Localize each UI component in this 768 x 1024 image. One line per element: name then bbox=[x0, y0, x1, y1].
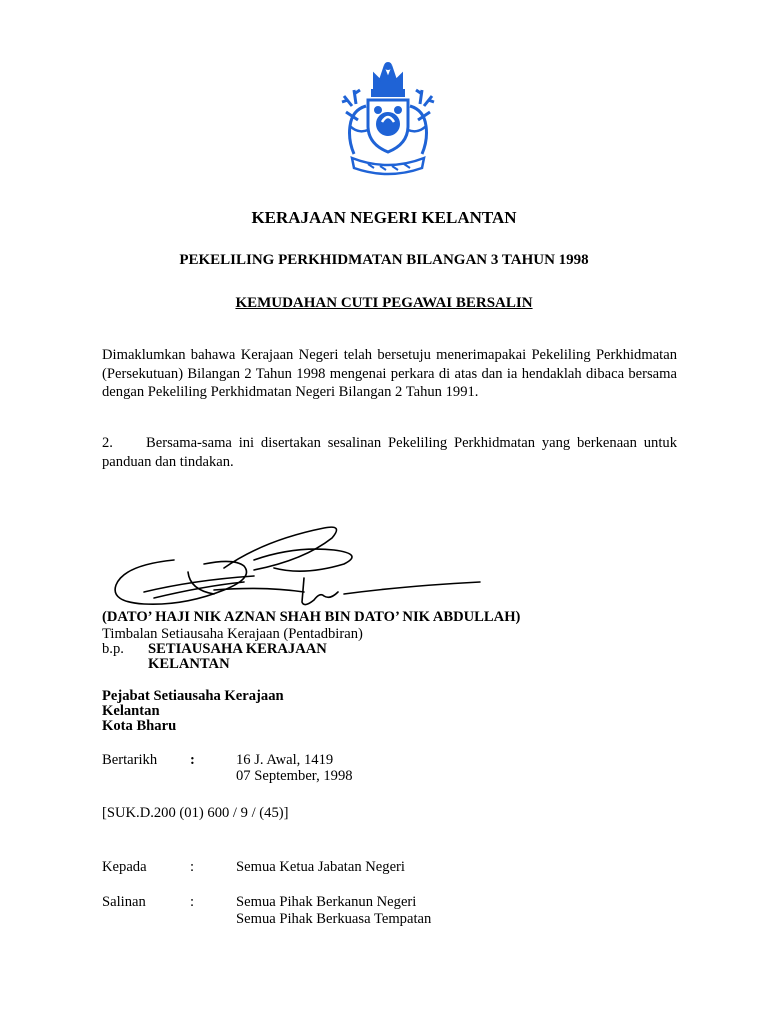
copy-value-2: Semua Pihak Berkuasa Tempatan bbox=[236, 911, 432, 927]
reference-number: [SUK.D.200 (01) 600 / 9 / (45)] bbox=[102, 805, 289, 821]
gregorian-date: 07 September, 1998 bbox=[236, 768, 353, 784]
paragraph-2-number: 2. bbox=[102, 435, 113, 451]
on-behalf-line-1: SETIAUSAHA KERAJAAN bbox=[148, 641, 327, 657]
circular-number-heading: PEKELILING PERKHIDMATAN BILANGAN 3 TAHUN 1998 bbox=[179, 252, 589, 268]
signer-name: (DATO’ HAJI NIK AZNAN SHAH BIN DATO’ NIK ABDULLAH) bbox=[102, 609, 521, 625]
hijri-date: 16 J. Awal, 1419 bbox=[236, 752, 334, 768]
to-colon: : bbox=[190, 859, 195, 875]
signer-position: Timbalan Setiausaha Kerajaan (Pentadbiran) bbox=[102, 626, 363, 642]
office-line-2: Kelantan bbox=[102, 703, 160, 719]
date-label: Bertarikh bbox=[102, 752, 158, 768]
copy-value-1: Semua Pihak Berkanun Negeri bbox=[236, 894, 417, 910]
office-line-1: Pejabat Setiausaha Kerajaan bbox=[102, 688, 284, 704]
paragraph-2-text: Bersama-sama ini disertakan sesalinan Pekeliling Perkhidmatan yang berkenaan untuk panduan dan tindakan. bbox=[102, 435, 677, 470]
date-colon: : bbox=[190, 752, 195, 768]
government-heading: KERAJAAN NEGERI KELANTAN bbox=[251, 208, 517, 227]
office-line-3: Kota Bharu bbox=[102, 718, 177, 734]
paragraph-2 bbox=[102, 434, 677, 471]
paragraph-1: Dimaklumkan bahawa Kerajaan Negeri telah bersetuju menerimapakai Pekeliling Perkhidmatan (Persekutuan) Bilangan 2 Tahun 1998 mengenai perkara di atas dan ia hendaklah dibaca bersama dengan Pekeliling Perkhidmatan Negeri Bilangan 2 Tahun 1991. bbox=[102, 347, 677, 401]
handwritten-signature-icon bbox=[104, 520, 484, 612]
copy-label: Salinan bbox=[102, 894, 146, 910]
on-behalf-line-2: KELANTAN bbox=[148, 656, 230, 672]
to-value: Semua Ketua Jabatan Negeri bbox=[236, 859, 405, 875]
subject-heading: KEMUDAHAN CUTI PEGAWAI BERSALIN bbox=[235, 295, 533, 311]
kelantan-state-crest-icon bbox=[338, 60, 438, 178]
bp-label: b.p. bbox=[102, 641, 124, 657]
to-label: Kepada bbox=[102, 859, 147, 875]
copy-colon: : bbox=[190, 894, 195, 910]
